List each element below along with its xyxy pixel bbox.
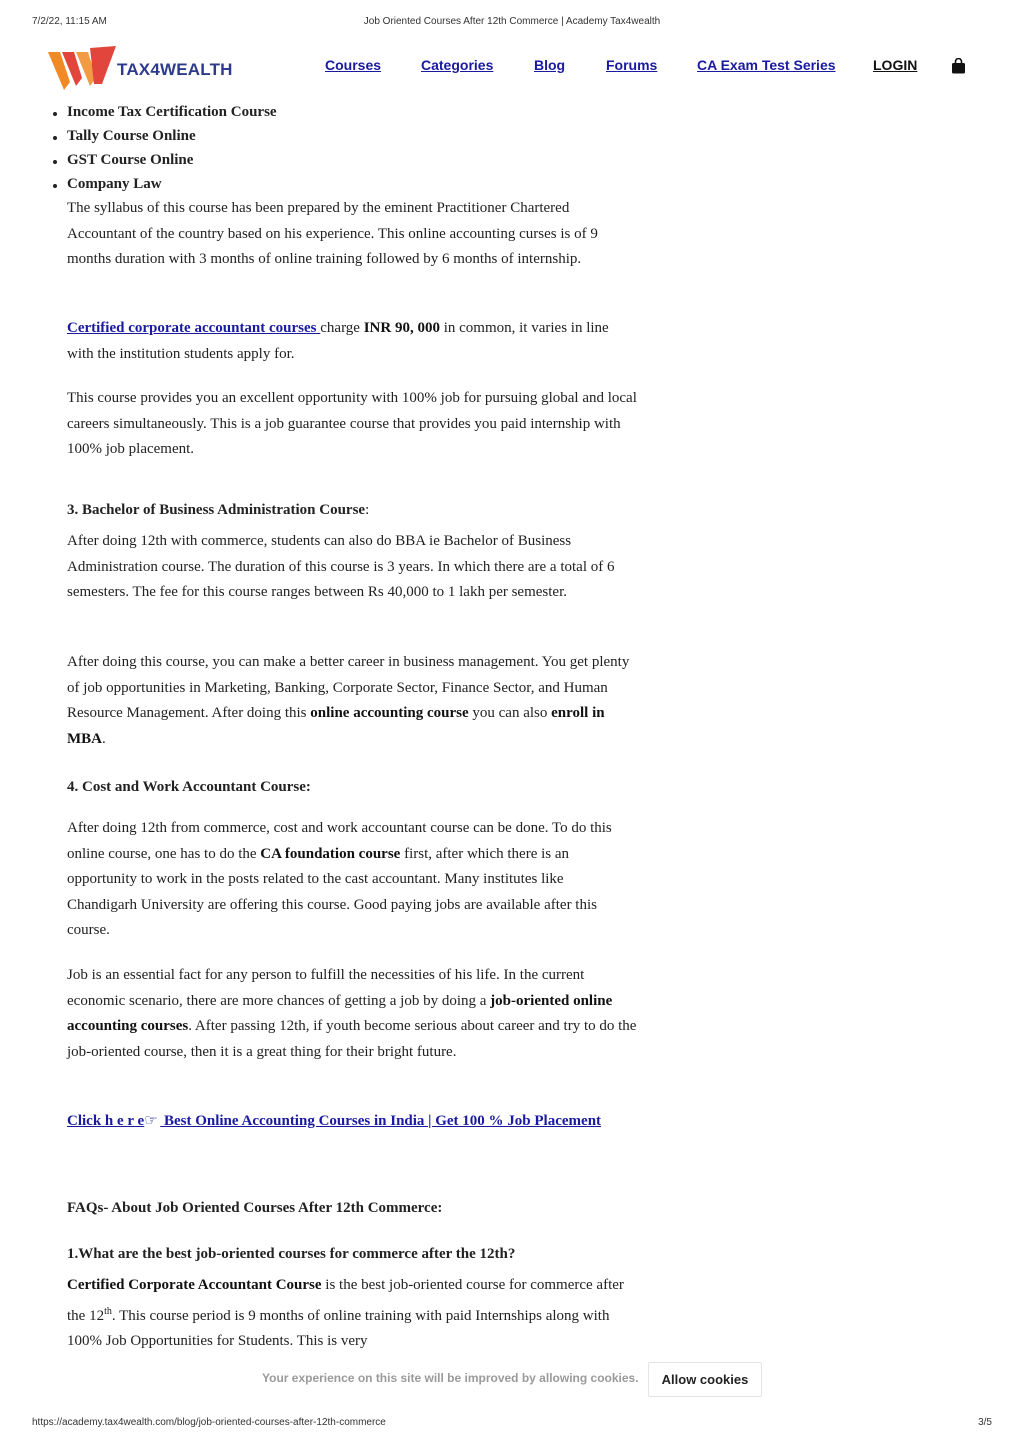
main-nav [0,57,1024,77]
text: charge [320,320,364,336]
cookie-message: Your experience on this site will be improved by allowing cookies. [262,1371,639,1385]
here-text: h e r e [104,1113,145,1129]
list-item-label: Income Tax Certification Course [67,104,277,120]
print-url: https://academy.tax4wealth.com/blog/job-oriented-courses-after-12th-commerce [32,1417,386,1428]
superscript: th [104,1305,112,1317]
faq-answer-1 [67,1273,637,1355]
list-item-label: GST Course Online [67,152,194,168]
best-courses-link[interactable] [67,1113,601,1129]
pointing-hand-icon: ☞ [144,1113,158,1129]
opportunity-paragraph: This course provides you an excellent opportunity with 100% job for pursuing global and local careers simultaneously. This is a job guarantee course that provides you paid internship with 100% job placement. [67,390,637,457]
nav-categories[interactable]: Categories [421,57,494,73]
bba-paragraph: After doing 12th with commerce, students can also do BBA ie Bachelor of Business Administration course. The duration of this course is 3 years. In which there are a total of 6 semesters. The fee for this course ranges between Rs 40,000 to 1 lakh per semester. [67,533,615,600]
cca-courses-link[interactable]: Certified corporate accountant courses [67,320,321,336]
text: . After passing 12th, if youth become serious about career and try to do the job-oriented course, then it is a great thing for their bright future. [67,1018,637,1060]
list-item [67,102,637,126]
section-4-heading: 4. Cost and Work Accountant Course: [67,779,311,795]
shopping-bag-icon[interactable] [951,58,966,74]
nav-blog[interactable]: Blog [534,57,566,73]
course-list [67,102,637,198]
bullet-icon [53,160,57,164]
text: . This course period is 9 months of online training with paid Internships along with 100% Job Opportunities for Students. This is very [67,1307,610,1349]
logo-wordmark: TAX4WEALTH [117,60,233,79]
text: first, after which there is an opportunity to work in the posts related to the cast accountant. Many institutes like Chandigarh University are offering this course. Good paying jobs are available after this course. [67,845,597,938]
bba-career-paragraph [67,650,637,752]
bold-text: CA foundation course [260,845,401,862]
bold-text: enroll in MBA [67,705,605,747]
print-footer [32,1417,992,1431]
list-item [67,126,637,150]
print-header [32,16,992,30]
bold-text: online accounting course [310,705,469,721]
text: After doing 12th from commerce, cost and work accountant course can be done. To do this online course, one has to do the [67,820,612,862]
nav-ca-exam-test-series[interactable]: CA Exam Test Series [697,57,836,73]
text: . [102,730,106,747]
nav-login[interactable]: LOGIN [873,57,918,73]
price-text: INR 90, 000 [363,320,440,336]
faq-heading: FAQs- About Job Oriented Courses After 12th Commerce: [67,1200,443,1216]
text: is the best job-oriented course for commerce after the 12 [67,1277,624,1324]
print-datetime: 7/2/22, 11:15 AM [32,16,107,27]
bullet-icon [53,184,57,188]
bold-text: job-oriented online accounting courses [67,992,613,1034]
bullet-icon [53,136,57,140]
print-page-number: 3/5 [978,1417,992,1428]
allow-cookies-button[interactable]: Allow cookies [648,1362,762,1397]
bold-text: Certified Corporate Accountant Course [67,1277,322,1293]
text: Best Online Accounting Courses in India | Get 100 % Job Placement [160,1113,602,1129]
list-item [67,150,637,174]
bullet-icon [53,112,57,116]
section-3-heading [67,500,637,520]
heading-text: 3. Bachelor of Business Administration Course [67,502,366,518]
cwa-paragraph [67,816,637,944]
nav-forums[interactable]: Forums [606,57,658,73]
syllabus-paragraph: The syllabus of this course has been prepared by the eminent Practitioner Chartered Accountant of the country based on his experience. This online accounting curses is of 9 months duration with 3 months of online training followed by 6 months of internship. [67,200,598,267]
text: you can also [468,705,552,721]
charge-paragraph [67,316,637,367]
list-item-label: Tally Course Online [67,128,196,144]
list-item [67,174,637,198]
print-page-title: Job Oriented Courses After 12th Commerce | Academy Tax4wealth [363,16,661,27]
nav-courses[interactable]: Courses [325,57,382,73]
job-paragraph [67,963,637,1065]
text: After doing this course, you can make a better career in business management. You get plenty of job opportunities in Marketing, Banking, Corporate Sector, Finance Sector, and Human Resource Management. After doing this [67,654,630,721]
text: Click [67,1113,105,1129]
heading-colon: : [365,502,370,518]
list-item-label: Company Law [67,176,162,192]
text: in common, it varies in line with the institution students apply for. [67,320,609,362]
faq-question-1: 1.What are the best job-oriented courses for commerce after the 12th? [67,1246,516,1262]
text: Job is an essential fact for any person to fulfill the necessities of his life. In the current economic scenario, there are more chances of getting a job by doing a [67,967,585,1009]
cookie-banner [262,1362,762,1396]
cta-paragraph [67,1109,637,1135]
